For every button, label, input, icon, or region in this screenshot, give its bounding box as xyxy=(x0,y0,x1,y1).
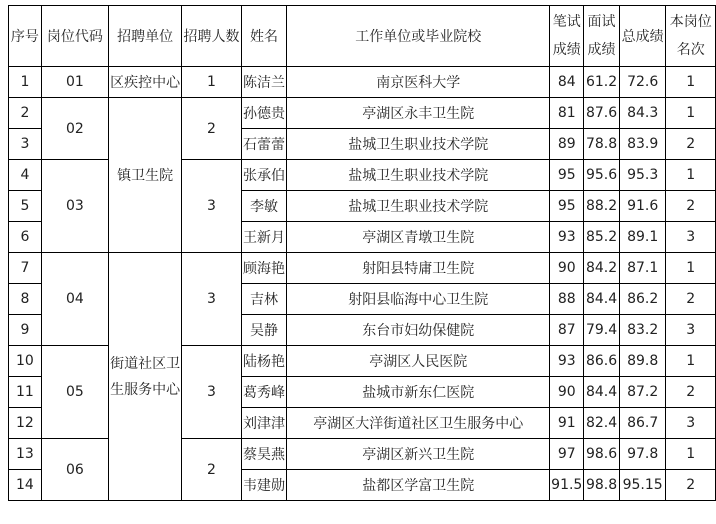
cell-written: 93 xyxy=(550,222,584,253)
col-header-interview-line1: 面试 xyxy=(587,14,616,30)
cell-written: 93 xyxy=(550,346,584,377)
cell-written: 84 xyxy=(550,67,584,98)
col-header-interview xyxy=(584,6,620,67)
cell-interview: 88.2 xyxy=(584,191,620,222)
cell-count: 2 xyxy=(182,98,241,160)
cell-written: 91.5 xyxy=(550,470,584,501)
cell-name: 李敏 xyxy=(241,191,287,222)
cell-seq: 2 xyxy=(9,98,42,129)
cell-work-unit: 亭湖区青墩卫生院 xyxy=(287,222,550,253)
cell-interview: 84.2 xyxy=(584,253,620,284)
cell-rank: 1 xyxy=(666,346,716,377)
cell-rank: 2 xyxy=(666,191,716,222)
cell-count: 1 xyxy=(182,67,241,98)
cell-name: 张承伯 xyxy=(241,160,287,191)
cell-name: 蔡昊燕 xyxy=(241,439,287,470)
cell-interview: 78.8 xyxy=(584,129,620,160)
cell-unit-community-line2: 生服务中心 xyxy=(110,381,181,398)
cell-seq: 4 xyxy=(9,160,42,191)
cell-interview: 85.2 xyxy=(584,222,620,253)
cell-total: 89.8 xyxy=(619,346,666,377)
cell-name: 韦建勋 xyxy=(241,470,287,501)
col-header-total: 总成绩 xyxy=(619,6,666,67)
cell-seq: 8 xyxy=(9,284,42,315)
cell-rank: 2 xyxy=(666,284,716,315)
cell-total: 72.6 xyxy=(619,67,666,98)
cell-seq: 5 xyxy=(9,191,42,222)
cell-total: 86.7 xyxy=(619,408,666,439)
cell-total: 89.1 xyxy=(619,222,666,253)
cell-unit-community xyxy=(108,253,181,501)
col-header-name: 姓名 xyxy=(241,6,287,67)
cell-total: 95.15 xyxy=(619,470,666,501)
cell-total: 87.2 xyxy=(619,377,666,408)
cell-seq: 3 xyxy=(9,129,42,160)
cell-post-code: 06 xyxy=(41,439,108,501)
cell-name: 吴静 xyxy=(241,315,287,346)
cell-rank: 1 xyxy=(666,160,716,191)
cell-unit-community-line1: 街道社区卫 xyxy=(110,355,181,372)
cell-total: 83.9 xyxy=(619,129,666,160)
cell-unit: 区疾控中心 xyxy=(108,67,181,98)
col-header-written-line2: 成绩 xyxy=(552,42,581,58)
cell-name: 刘津津 xyxy=(241,408,287,439)
table-row xyxy=(9,67,716,98)
col-header-unit: 招聘单位 xyxy=(108,6,181,67)
cell-interview: 84.4 xyxy=(584,284,620,315)
cell-work-unit: 盐城卫生职业技术学院 xyxy=(287,129,550,160)
cell-written: 97 xyxy=(550,439,584,470)
cell-rank: 2 xyxy=(666,129,716,160)
table-row xyxy=(9,253,716,284)
col-header-count: 招聘人数 xyxy=(182,6,241,67)
cell-interview: 95.6 xyxy=(584,160,620,191)
cell-written: 81 xyxy=(550,98,584,129)
cell-count: 3 xyxy=(182,346,241,439)
cell-rank: 1 xyxy=(666,253,716,284)
cell-rank: 3 xyxy=(666,408,716,439)
cell-work-unit: 亭湖区大洋街道社区卫生服务中心 xyxy=(287,408,550,439)
cell-written: 87 xyxy=(550,315,584,346)
cell-name: 葛秀峰 xyxy=(241,377,287,408)
cell-total: 86.2 xyxy=(619,284,666,315)
cell-unit-town: 镇卫生院 xyxy=(108,98,181,253)
cell-seq: 6 xyxy=(9,222,42,253)
cell-post-code: 05 xyxy=(41,346,108,439)
cell-work-unit: 东台市妇幼保健院 xyxy=(287,315,550,346)
cell-post-code: 01 xyxy=(41,67,108,98)
cell-rank: 3 xyxy=(666,222,716,253)
cell-interview: 98.8 xyxy=(584,470,620,501)
cell-total: 91.6 xyxy=(619,191,666,222)
cell-total: 84.3 xyxy=(619,98,666,129)
col-header-rank-line2: 名次 xyxy=(676,42,705,58)
cell-written: 95 xyxy=(550,191,584,222)
col-header-seq: 序号 xyxy=(9,6,42,67)
cell-seq: 12 xyxy=(9,408,42,439)
cell-total: 87.1 xyxy=(619,253,666,284)
cell-written: 91 xyxy=(550,408,584,439)
cell-name: 王新月 xyxy=(241,222,287,253)
cell-name: 孙德贵 xyxy=(241,98,287,129)
cell-count: 3 xyxy=(182,160,241,253)
cell-count: 3 xyxy=(182,253,241,346)
cell-work-unit: 盐城卫生职业技术学院 xyxy=(287,191,550,222)
cell-total: 97.8 xyxy=(619,439,666,470)
cell-written: 89 xyxy=(550,129,584,160)
col-header-post-code: 岗位代码 xyxy=(41,6,108,67)
cell-work-unit: 盐城市新东仁医院 xyxy=(287,377,550,408)
cell-post-code: 04 xyxy=(41,253,108,346)
cell-rank: 1 xyxy=(666,439,716,470)
cell-interview: 79.4 xyxy=(584,315,620,346)
col-header-written-line1: 笔试 xyxy=(552,14,581,30)
cell-interview: 98.6 xyxy=(584,439,620,470)
cell-name: 石蕾蕾 xyxy=(241,129,287,160)
cell-rank: 1 xyxy=(666,67,716,98)
cell-work-unit: 射阳县特庸卫生院 xyxy=(287,253,550,284)
cell-seq: 14 xyxy=(9,470,42,501)
cell-interview: 87.6 xyxy=(584,98,620,129)
cell-rank: 3 xyxy=(666,315,716,346)
cell-post-code: 03 xyxy=(41,160,108,253)
cell-work-unit: 亭湖区人民医院 xyxy=(287,346,550,377)
col-header-rank xyxy=(666,6,716,67)
col-header-written xyxy=(550,6,584,67)
cell-seq: 9 xyxy=(9,315,42,346)
cell-name: 吉林 xyxy=(241,284,287,315)
cell-interview: 84.4 xyxy=(584,377,620,408)
cell-interview: 82.4 xyxy=(584,408,620,439)
table-row xyxy=(9,98,716,129)
cell-written: 95 xyxy=(550,160,584,191)
col-header-rank-line1: 本岗位 xyxy=(669,14,712,30)
cell-rank: 2 xyxy=(666,377,716,408)
cell-seq: 10 xyxy=(9,346,42,377)
cell-rank: 2 xyxy=(666,470,716,501)
cell-total: 83.2 xyxy=(619,315,666,346)
cell-work-unit: 亭湖区新兴卫生院 xyxy=(287,439,550,470)
col-header-interview-line2: 成绩 xyxy=(587,42,616,58)
cell-written: 90 xyxy=(550,377,584,408)
cell-seq: 11 xyxy=(9,377,42,408)
cell-name: 陈洁兰 xyxy=(241,67,287,98)
cell-seq: 7 xyxy=(9,253,42,284)
cell-seq: 13 xyxy=(9,439,42,470)
results-table xyxy=(8,5,716,501)
cell-name: 顾海艳 xyxy=(241,253,287,284)
cell-post-code: 02 xyxy=(41,98,108,160)
header-row xyxy=(9,6,716,67)
cell-count: 2 xyxy=(182,439,241,501)
cell-written: 90 xyxy=(550,253,584,284)
cell-work-unit: 射阳县临海中心卫生院 xyxy=(287,284,550,315)
cell-interview: 61.2 xyxy=(584,67,620,98)
cell-seq: 1 xyxy=(9,67,42,98)
cell-work-unit: 盐城卫生职业技术学院 xyxy=(287,160,550,191)
cell-work-unit: 亭湖区永丰卫生院 xyxy=(287,98,550,129)
cell-work-unit: 盐都区学富卫生院 xyxy=(287,470,550,501)
cell-name: 陆杨艳 xyxy=(241,346,287,377)
cell-work-unit: 南京医科大学 xyxy=(287,67,550,98)
col-header-work-unit: 工作单位或毕业院校 xyxy=(287,6,550,67)
cell-total: 95.3 xyxy=(619,160,666,191)
cell-written: 88 xyxy=(550,284,584,315)
cell-interview: 86.6 xyxy=(584,346,620,377)
cell-rank: 1 xyxy=(666,98,716,129)
